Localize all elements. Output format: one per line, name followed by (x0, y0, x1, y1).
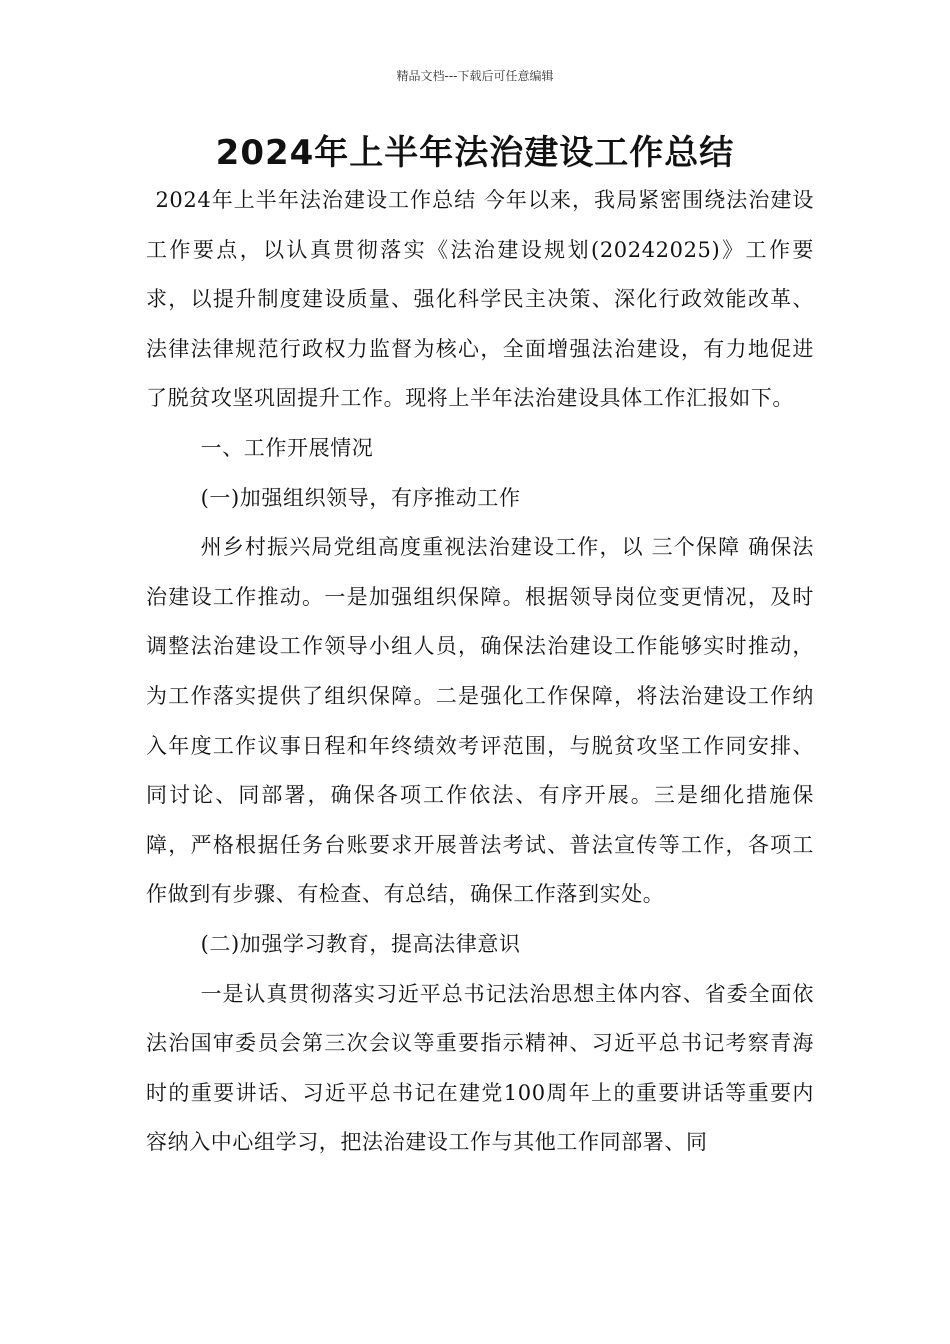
paragraph-organization: 州乡村振兴局党组高度重视法治建设工作，以 三个保障 确保法治建设工作推动。一是加强组织保障。根据领导岗位变更情况，及时调整法治建设工作领导小组人员，确保法治建设工作能够实时推动，为工作落实提供了组织保障。二是强化工作保障，将法治建设工作纳入年度工作议事日程和年终绩效考评范围，与脱贫攻坚工作同安排、同讨论、同部署，确保各项工作依法、有序开展。三是细化措施保障，严格根据任务台账要求开展普法考试、普法宣传等工作，各项工作做到有步骤、有检查、有总结，确保工作落到实处。 (146, 535, 814, 907)
document-body (146, 176, 814, 1168)
subsection-heading-1: (一)加强组织领导，有序推动工作 (200, 485, 521, 510)
paragraph-study: 一是认真贯彻落实习近平总书记法治思想主体内容、省委全面依法治国审委员会第三次会议等重要指示精神、习近平总书记考察青海时的重要讲话、习近平总书记在建党100周年上的重要讲话等重要内容纳入中心组学习，把法治建设工作与其他工作同部署、同 (146, 981, 814, 1155)
paragraph-intro: 2024年上半年法治建设工作总结 今年以来，我局紧密围绕法治建设工作要点，以认真贯彻落实《法治建设规划(20242025)》工作要求，以提升制度建设质量、强化科学民主决策、深化行政效能改革、法律法律规范行政权力监督为核心，全面增强法治建设，有力地促进了脱贫攻坚巩固提升工作。现将上半年法治建设具体工作汇报如下。 (146, 188, 814, 411)
subsection-heading-2: (二)加强学习教育，提高法律意识 (200, 931, 521, 956)
header-note: 精品文档---下载后可任意编辑 (396, 69, 554, 83)
section-heading-1: 一、工作开展情况 (200, 435, 374, 460)
document-title: 2024年上半年法治建设工作总结 (215, 133, 735, 173)
